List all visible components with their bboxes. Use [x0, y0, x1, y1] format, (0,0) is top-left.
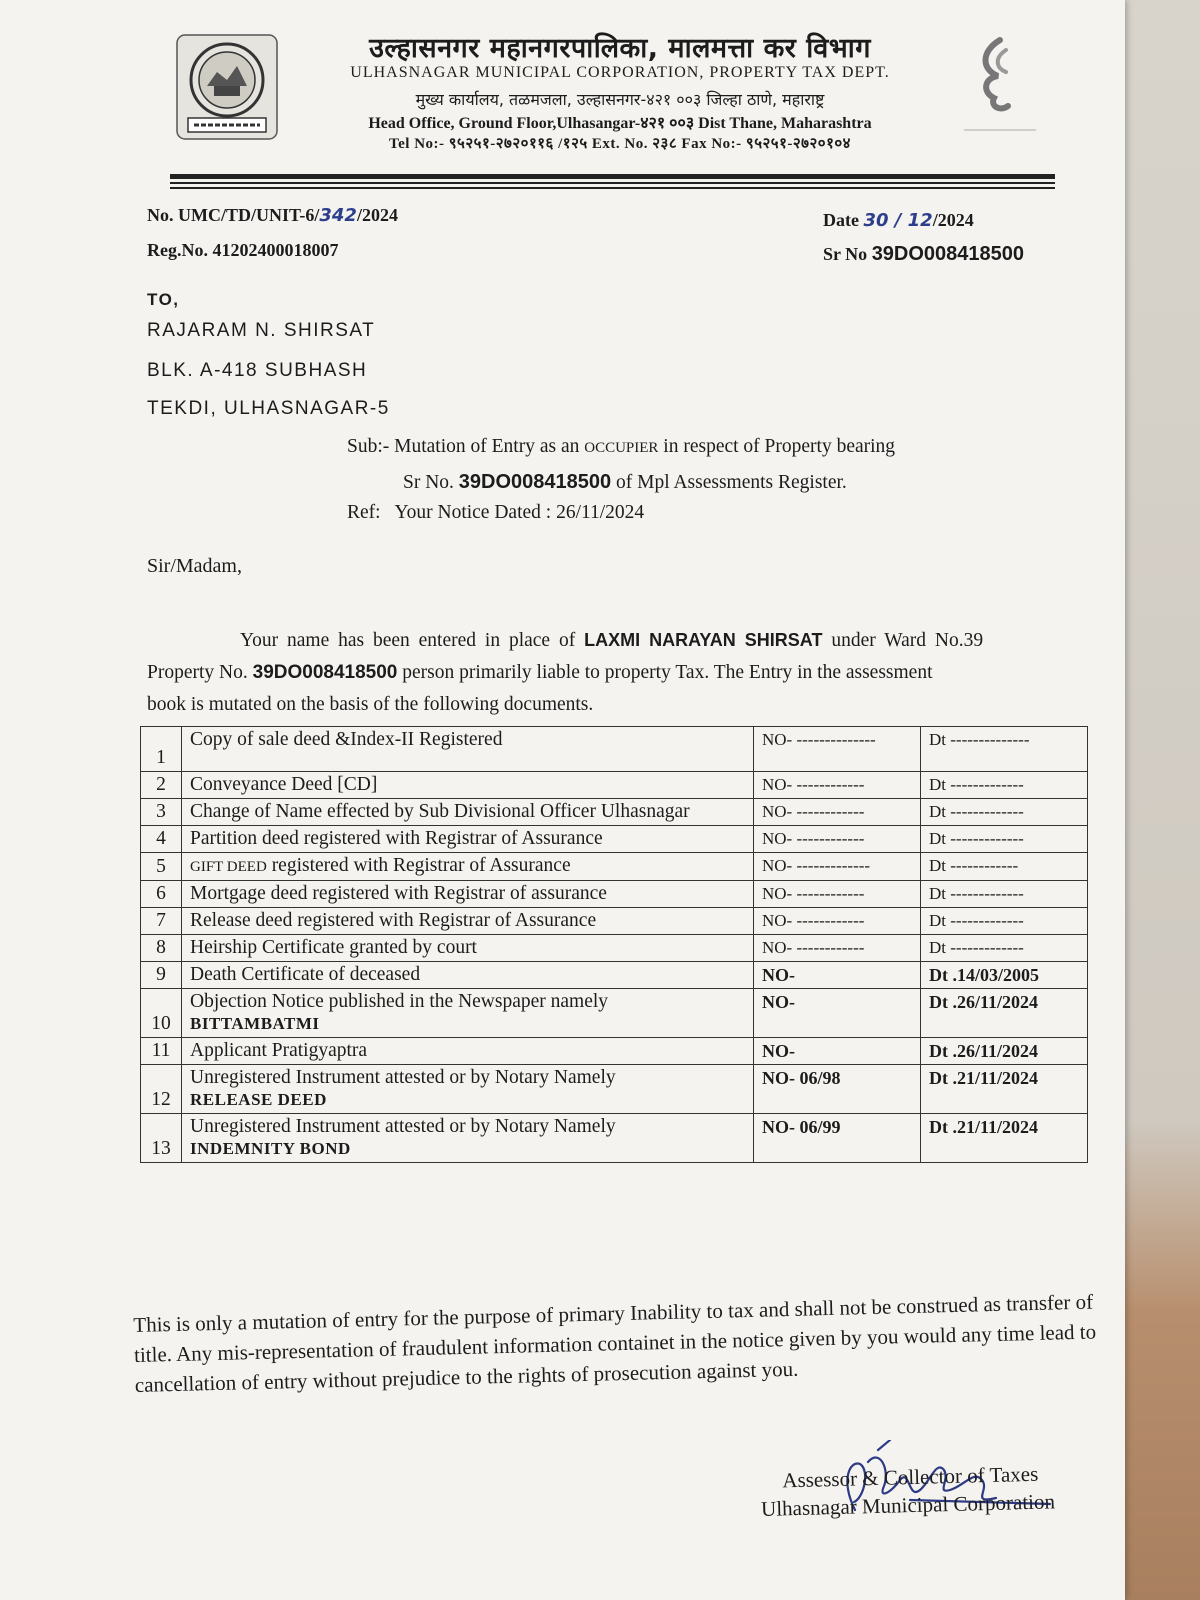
row-number: 6 [141, 881, 182, 908]
document-description [182, 1065, 754, 1114]
row-number: 3 [141, 799, 182, 826]
row-number: 8 [141, 935, 182, 962]
document-number: NO- ------------ [754, 908, 921, 935]
document-date: Dt ------------- [921, 826, 1088, 853]
document-date: Dt ------------- [921, 935, 1088, 962]
table-row [141, 962, 1088, 989]
document-text: Conveyance Deed [CD] [190, 774, 378, 795]
table-row [141, 1065, 1088, 1114]
recipient-address-line2: TEKDI, ULHASNAGAR-5 [147, 398, 390, 419]
body-line3: book is mutated on the basis of the following documents. [147, 694, 594, 715]
table-row [141, 853, 1088, 881]
document-number: NO- ------------ [754, 935, 921, 962]
row-number: 7 [141, 908, 182, 935]
row-number: 12 [141, 1065, 182, 1114]
table-row [141, 881, 1088, 908]
document-date: Dt ------------- [921, 881, 1088, 908]
document-date: Dt ------------ [921, 853, 1088, 881]
row-number: 1 [141, 727, 182, 772]
row-number: 13 [141, 1114, 182, 1163]
document-text: Applicant Pratigyaptra [190, 1040, 368, 1061]
document-date: Dt ------------- [921, 799, 1088, 826]
document-date: Dt .14/03/2005 [921, 962, 1088, 989]
row-number: 5 [141, 853, 182, 881]
subject-serial: Sr No. 39DO008418500 of Mpl Assessments Register. [403, 471, 847, 493]
document-date: Dt ------------- [921, 908, 1088, 935]
table-row [141, 799, 1088, 826]
registration-number: Reg.No. 41202400018007 [147, 240, 339, 260]
document-description [182, 772, 754, 799]
document-text: Objection Notice published in the Newspaper namely [190, 991, 609, 1012]
row-number: 11 [141, 1038, 182, 1065]
document-text: Partition deed registered with Registrar of Assurance [190, 828, 603, 849]
document-subtitle: RELEASE DEED [190, 1090, 327, 1109]
document-number: NO- ------------ [754, 772, 921, 799]
table-row [141, 1114, 1088, 1163]
document-subtitle: BITTAMBATMI [190, 1014, 320, 1033]
signatory-title: Assessor & Collector of Taxes [782, 1461, 1039, 1493]
recipient-name: RAJARAM N. SHIRSAT [147, 320, 376, 341]
document-text: Unregistered Instrument attested or by Notary Namely [190, 1116, 616, 1137]
signatory-org: Ulhasnagar Municipal Corporation [760, 1489, 1056, 1521]
serial-number: Sr No 39DO008418500 [823, 243, 1025, 265]
recipient-address-line1: BLK. A-418 SUBHASH [147, 360, 368, 381]
closing-paragraph: This is only a mutation of entry for the purpose of primary Inability to tax and shall not be construed as transfer of title. Any mis-representation of fraudulent information containet in the notice given by you would any time lead to cancellation of entry without prejudice to the rights of prosecution against you. [133, 1289, 1097, 1397]
table-row [141, 727, 1088, 772]
right-logo-icon [960, 32, 1040, 138]
document-number: NO- ------------- [754, 853, 921, 881]
header-rule [170, 174, 1055, 179]
salutation: Sir/Madam, [147, 555, 242, 577]
row-number: 2 [141, 772, 182, 799]
document-number: NO- ------------ [754, 881, 921, 908]
document-description [182, 1038, 754, 1065]
letter-date: Date 30 / 12/2024 [823, 210, 974, 231]
document-number: NO- 06/99 [754, 1114, 921, 1163]
document-number: NO- ------------ [754, 799, 921, 826]
header-marathi-address: मुख्य कार्यालय, तळमजला, उल्हासनगर-४२१ ००३ जिल्हा ठाणे, महाराष्ट्र [415, 90, 825, 109]
document-description [182, 727, 754, 772]
header-head-office: Head Office, Ground Floor,Ulhasangar-४२१ ००३ Dist Thane, Maharashtra [368, 115, 872, 132]
document-description [182, 962, 754, 989]
document-description [182, 826, 754, 853]
document-date: Dt .26/11/2024 [921, 1038, 1088, 1065]
table-row [141, 908, 1088, 935]
document-description [182, 881, 754, 908]
header-english-title: ULHASNAGAR MUNICIPAL CORPORATION, PROPERTY TAX DEPT. [350, 64, 890, 81]
document-date: Dt ------------- [921, 772, 1088, 799]
signature-block [760, 1459, 1055, 1523]
reference-number: No. UMC/TD/UNIT-6/342/2024 [147, 205, 398, 226]
document-description [182, 799, 754, 826]
document-description [182, 1114, 754, 1163]
document-description [182, 935, 754, 962]
table-row [141, 989, 1088, 1038]
document-text: Mortgage deed registered with Registrar of assurance [190, 883, 607, 904]
document-date: Dt -------------- [921, 727, 1088, 772]
document-description [182, 989, 754, 1038]
body-line1: Your name has been entered in place of LAXMI NARAYAN SHIRSAT under Ward No.39 [240, 630, 984, 651]
document-text: Unregistered Instrument attested or by Notary Namely [190, 1067, 616, 1088]
table-row [141, 772, 1088, 799]
document-description [182, 908, 754, 935]
document-text: Release deed registered with Registrar of Assurance [190, 910, 597, 931]
header-contact: Tel No:- ९५२५१-२७२०११६ /१२५ Ext. No. २३८ Fax No:- ९५२५१-२७२०१०४ [388, 136, 851, 152]
document-type-label: GIFT DEED [190, 859, 267, 875]
document-date: Dt .21/11/2024 [921, 1114, 1088, 1163]
document-date: Dt .26/11/2024 [921, 989, 1088, 1038]
document-number: NO- [754, 962, 921, 989]
document-text: registered with Registrar of Assurance [271, 855, 571, 876]
document-text: Heirship Certificate granted by court [190, 937, 477, 958]
document-text: Copy of sale deed &Index-II Registered [190, 729, 503, 750]
table-row [141, 935, 1088, 962]
recipient-to: TO, [147, 290, 180, 309]
table-row [141, 1038, 1088, 1065]
header-rule [170, 182, 1055, 184]
municipal-emblem-icon [176, 34, 278, 140]
document-subtitle: INDEMNITY BOND [190, 1139, 351, 1158]
document-number: NO- [754, 1038, 921, 1065]
document-description [182, 853, 754, 881]
document-number: NO- 06/98 [754, 1065, 921, 1114]
document-number: NO- [754, 989, 921, 1038]
document-text: Change of Name effected by Sub Divisional Officer Ulhasnagar [190, 801, 690, 822]
row-number: 10 [141, 989, 182, 1038]
document-text: Death Certificate of deceased [190, 964, 421, 985]
document-date: Dt .21/11/2024 [921, 1065, 1088, 1114]
row-number: 4 [141, 826, 182, 853]
reference-line: Ref: Your Notice Dated : 26/11/2024 [347, 502, 645, 523]
header-rule [170, 187, 1055, 189]
documents-table [140, 726, 1088, 1163]
subject-line: Sub:- Mutation of Entry as an OCCUPIER in respect of Property bearing [347, 436, 896, 457]
table-row [141, 826, 1088, 853]
document-number: NO- -------------- [754, 727, 921, 772]
header-marathi-title: उल्हासनगर महानगरपालिका, मालमत्ता कर विभाग [369, 33, 871, 64]
document-number: NO- ------------ [754, 826, 921, 853]
body-line2: Property No. 39DO008418500 person primarily liable to property Tax. The Entry in the assessment [147, 662, 933, 683]
row-number: 9 [141, 962, 182, 989]
